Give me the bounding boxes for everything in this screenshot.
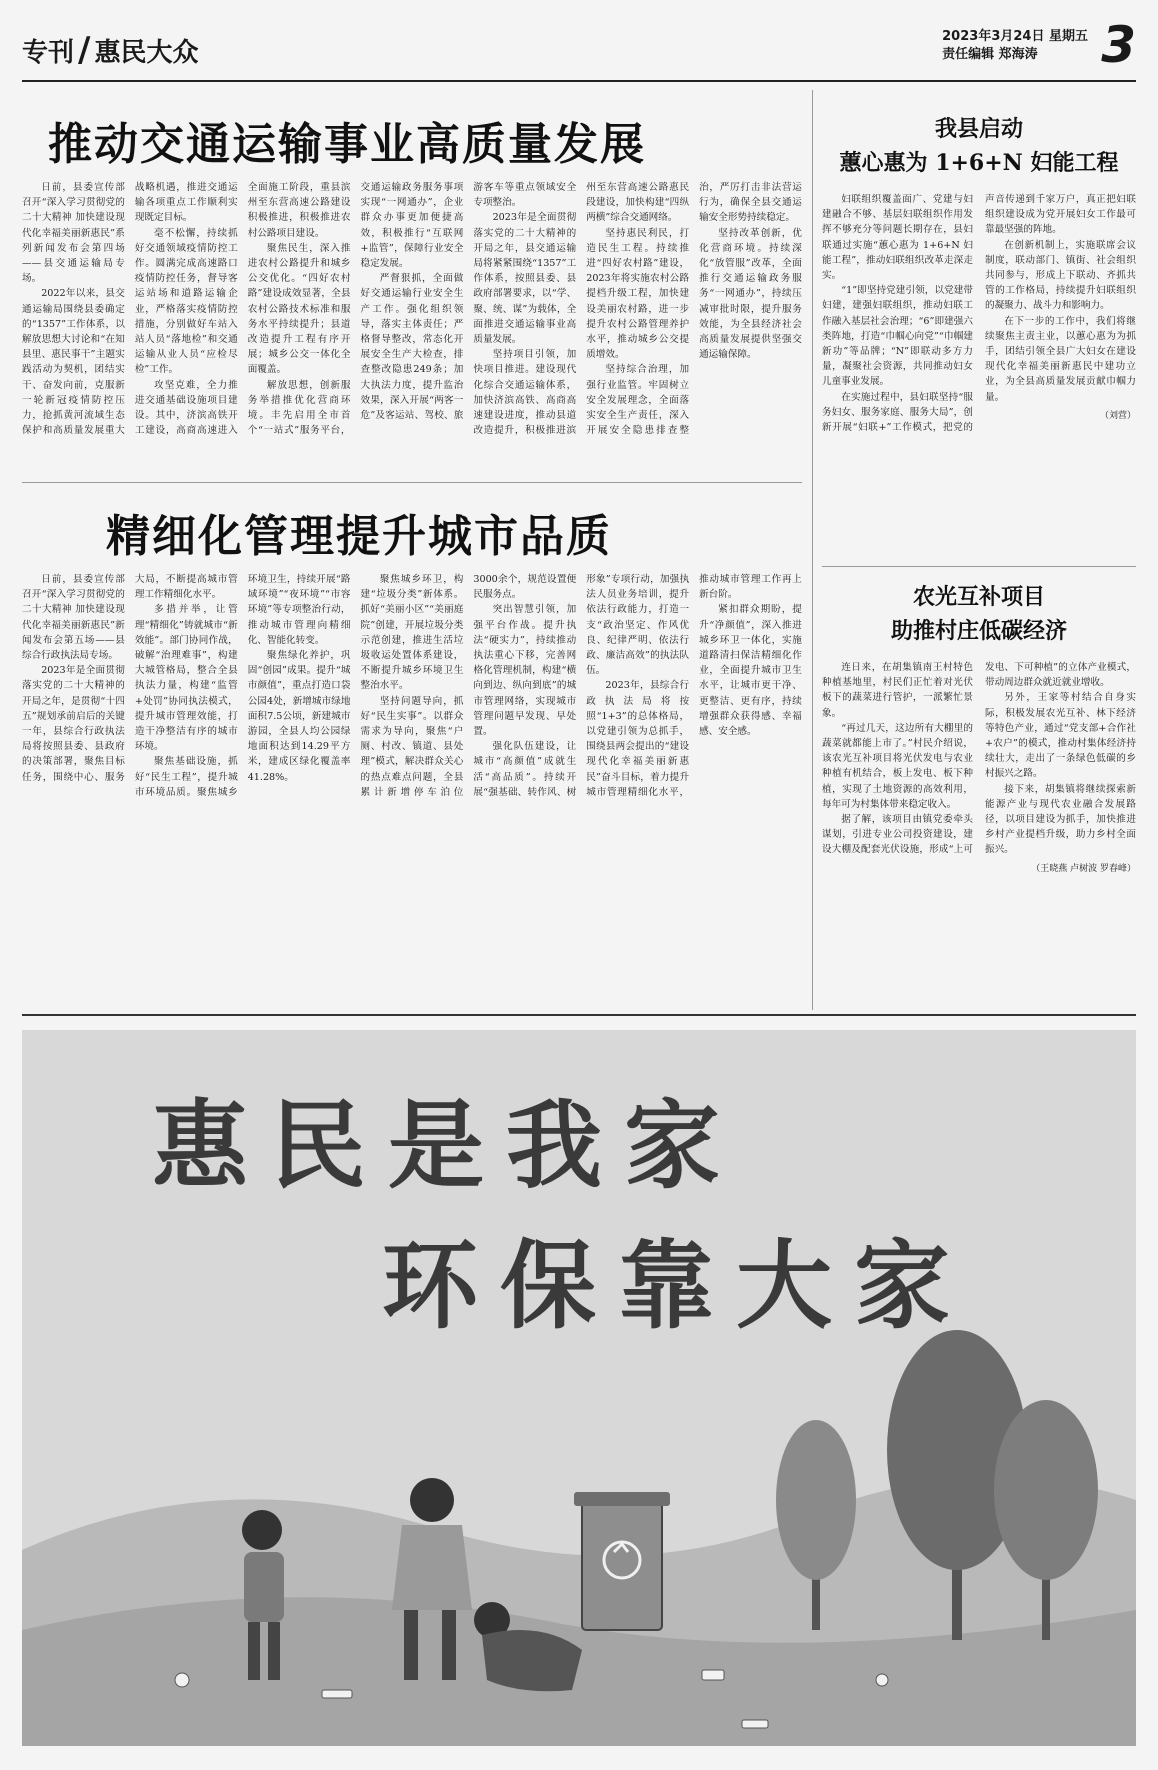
byline: （刘营） [1099, 410, 1136, 421]
side2-title [822, 580, 1136, 648]
section-label: 专刊 [22, 38, 75, 68]
recycle-bin [574, 1492, 670, 1630]
paragraph: 接下来，胡集镇将继续探索新能源产业与现代农业融合发展路径，以项目建设为抓手，加快推进乡村产业提档升级，助力乡村全面振兴。 [985, 783, 1136, 856]
paragraph: 严督狠抓，全面做好交通运输行业安全生产工作。强化组织领导，落实主体责任；严格督导整改，常态化开展安全生产大检查，排查整改隐患249条；加大执法力度，提升监治效果，深入开展“两客一危”及客运站、驾校、旅游客车等重点领域安全专项整治。 [360, 182, 577, 422]
article2-headline: 精细化管理提升城市品质 [106, 511, 612, 562]
paragraph: 坚持改革创新，优化营商环境。持续深化“放管服”改革，全面推行交通运输政务服务“一网通办”，持续压减审批时限，提升服务效能，为全县经济社会高质量发展提供坚强交通运输保障。 [699, 227, 802, 361]
slash-divider: / [78, 30, 91, 70]
paragraph: 坚持问题导向，抓好“民生实事”。以群众需求为导向，聚焦“户厕、村改、镇道、县处理”模式，解决群众关心的热点难点问题，全县累计新增停车泊位 3000余个，规范设置便民服务点。 [360, 574, 577, 798]
side2-body [822, 660, 1136, 1008]
paragraph: 在下一步的工作中，我们将继续聚焦主责主业，以蕙心惠为为抓手，团结引领全县广大妇女在建设现代化幸福美丽新惠民中建功立业，为全县高质量发展贡献巾帼力量。 [985, 315, 1136, 403]
paragraph: 在创新机制上，实施联席会议制度，联动部门、镇街、社会组织共同参与，形成上下联动、齐抓共管的工作格局，持续提升妇联组织的凝聚力、战斗力和影响力。 [985, 239, 1136, 312]
paragraph: 另外，王家等村结合自身实际，积极发展农光互补、林下经济等特色产业，通过“党支部+合作社+农户”的模式，推动村集体经济持续壮大，走出了一条绿色低碳的乡村振兴之路。 [985, 692, 1136, 780]
paragraph: 多措并举，让管理“精细化”铸就城市“新效能”。部门协同作战，破解“治理难事”，构建大城管格局，整合全县执法力量，构建“监管+处罚”协同执法模式，提升城市管理效能，打造干净整洁有序的城市环境。 [134, 604, 238, 753]
paragraph: 连日来，在胡集镇南王村特色种植基地里，村民们正忙着对光伏板下的蔬菜进行管护，一派繁忙景象。 [822, 662, 973, 719]
article2-body [22, 572, 802, 1002]
article-divider [22, 482, 802, 483]
paragraph: 妇联组织覆盖面广、党建与妇建融合不够、基层妇联组织作用发挥不够充分等问题长期存在，县妇联通过实施“蕙心惠为 1+6+N 妇能工程”，推动妇联组织改革走深走实。 [822, 194, 973, 282]
paragraph: 紧扣群众期盼，提升“净颜值”，深入推进城乡环卫一体化，实施道路清扫保洁精细化作业，全面提升城市卫生水平，让城市更干净、更整洁、更有序，持续增强群众获得感、幸福感、安全感。 [699, 604, 802, 738]
side2-title-line2: 助推村庄低碳经济 [890, 618, 1067, 644]
paragraph: 2023年是全面贯彻落实党的二十大精神的开局之年，是贯彻“十四五”规划承前启后的关键一年，县综合行政执法局将按照县委、县政府的决策部署，聚焦目标任务，围绕中心、服务大局，不断提高城市管理工作精细化水平。 [22, 574, 238, 783]
paragraph: “再过几天，这边所有大棚里的蔬菜就都能上市了。”村民介绍说，该农光互补项目将光伏发电与农业种植有机结合，板上发电、板下种植，实现了土地资源的高效利用，每年可为村集体带来稳定收入。 [822, 722, 973, 810]
paragraph: 聚焦民生，深入推进农村公路提升和城乡公交优化。“四好农村路”建设成效显著，全县农村公路技术标准和服务水平持续提升；县道改造提升工程有序开展；城乡公交一体化全面覆盖。 [247, 242, 351, 376]
paragraph: 坚持项目引领，加快项目推进。建设现代化综合交通运输体系，加快济滨高铁、高商高速建设进度，推动县道改造提升，积极推进滨州至东营高速公路惠民段建设，加快构建“四纵两横”综合交通网络。 [473, 182, 690, 437]
masthead-rule [22, 80, 1136, 82]
paragraph: 毫不松懈，持续抓好交通领域疫情防控工作。圆满完成高速路口疫情防控任务，督导客运站场和道路运输企业，严格落实疫情防控措施，分别做好车站入站人员“落地检”和交通运输从业人员“应检尽检”工作。 [134, 227, 238, 376]
side2-title-line1: 农光互补项目 [912, 584, 1045, 610]
side1-title-line2: 蕙心惠为 1+6+N 妇能工程 [839, 150, 1119, 176]
illustration-rule [22, 1014, 1136, 1016]
paragraph: 聚焦基础设施，抓好“民生工程”，提升城市环境品质。聚焦城乡环境卫生，持续开展“路域环境”“夜环境”“市容环境”等专项整治行动，推动城市管理向精细化、智能化转变。 [134, 574, 351, 798]
paragraph: 2023年是全面贯彻落实党的二十大精神的开局之年，县交通运输局将紧紧围绕“1357”工作体系，按照县委、县政府部署要求，以“学、聚、统、谋”为载体，全面推进交通运输事业高质量发展。 [473, 212, 577, 346]
paragraph: “1”即坚持党建引领，以党建带妇建，建强妇联组织，推动妇联工作融入基层社会治理；“6”即建强六类阵地，打造“巾帼心向党”“巾帼建新功”等品牌；“N”即联动多方力量，凝聚社会资源，共同推动妇女儿童事业发展。 [822, 285, 973, 388]
slogan-line2: 环保靠大家 [382, 1229, 972, 1342]
paragraph: 坚持惠民利民，打造民生工程。持续推进“四好农村路”建设，2023年将实施农村公路提档升级工程，加快建设美丽农村路，进一步提升农村公路管理养护水平，推动城乡公交提质增效。 [586, 227, 690, 361]
side1-title [822, 112, 1136, 180]
side1-body [822, 192, 1136, 554]
page-number: 3 [1101, 16, 1136, 74]
article1-headline: 推动交通运输事业高质量发展 [48, 119, 646, 170]
paragraph: 据了解，该项目由镇党委牵头谋划，引进专业公司投资建设，建设大棚及配套光伏设施，形成“上可发电、下可种植”的立体产业模式，带动周边群众就近就业增收。 [822, 662, 1136, 856]
paragraph: 日前，县委宣传部召开“深入学习贯彻党的二十大精神 加快建设现代化幸福美丽新惠民”新闻发布会第五场——县综合行政执法局专场。 [22, 574, 125, 662]
paragraph: 坚持综合治理，加强行业监管。牢固树立安全发展理念，全面落实安全生产责任，深入开展安全隐患排查整治，严厉打击非法营运行为，确保全县交通运输安全形势持续稳定。 [586, 182, 802, 437]
eco-illustration [22, 1030, 1136, 1746]
masthead [22, 16, 1136, 74]
side1-title-line1: 我县启动 [934, 116, 1023, 142]
paragraph: 2022年以来，县交通运输局围绕县委确定的“1357”工作体系，以解放思想大讨论和“在知县里、惠民事干”主题实践活动为契机，团结实干、奋发向前，克服新一轮新冠疫情防控压力，抢抓黄河流域生态保护和高质量发展重大战略机遇，推进交通运输各项重点工作顺利实现既定目标。 [22, 182, 238, 437]
byline: （王晓燕 卢树波 罗春峰） [1031, 863, 1136, 874]
masthead-info [942, 28, 1088, 64]
paragraph: 在实施过程中，县妇联坚持“服务妇女、服务家庭、服务大局”，创新开展“妇联+”工作模式，把党的声音传递到千家万户，真正把妇联组织建设成为党开展妇女工作最可靠最坚强的阵地。 [822, 194, 1136, 434]
article1-body [22, 180, 802, 470]
column-divider [812, 90, 813, 1010]
paper-name: 惠民大众 [94, 38, 199, 68]
editor-line: 责任编辑 郑海涛 [942, 47, 1038, 62]
paragraph: 强化队伍建设，让城市“高颜值”成就生活“高品质”。持续开展“强基础、转作风、树形象”专项行动，加强执法人员业务培训，提升依法行政能力，打造一支“政治坚定、作风优良、纪律严明、依法行政、廉洁高效”的执法队伍。 [473, 574, 690, 798]
paragraph: 解放思想，创新服务举措推优化营商环境。丰先启用全市首个“一站式”服务平台，交通运输政务服务事项实现“一网通办”，企业群众办事更加便捷高效，积极推行“互联网+监管”，保障行业安全稳定发展。 [247, 182, 464, 437]
paragraph: 聚焦绿化养护，巩固“创园”成果。提升“城市颜值”，重点打造口袋公园4处，新增城市绿地面积7.5公顷，新建城市游园，全县人均公园绿地面积达到14.29平方米，建成区绿化覆盖率41.28%。 [247, 650, 351, 783]
slogan-line1: 惠民是我家 [152, 1089, 742, 1202]
date-line: 2023年3月24日 星期五 [942, 29, 1088, 44]
paragraph: 攻坚克难，全力推进交通基础设施项目建设。其中，济滨高铁开工建设，高商高速进入全面施工阶段，重县滨州至东营高速公路建设积极推进，积极推进农村公路项目建设。 [134, 182, 351, 437]
paragraph: 突出智慧引领，加强平台作战。提升执法“硬实力”，持续推动执法重心下移，完善网格化管理机制，构建“横向到边、纵向到底”的城市管理网络，实现城市管理问题早发现、早处置。 [473, 604, 577, 738]
paragraph: 聚焦城乡环卫，构建“垃圾分类”新体系。抓好“美丽小区”“美丽庭院”创建，开展垃圾分类示范创建，推进生活垃圾收运处置体系建设，不断提升城乡环境卫生整治水平。 [360, 574, 464, 692]
side-divider [822, 566, 1136, 567]
paragraph: 2023年，县综合行政执法局将按照“1+3”的总体格局，以党建引领为总抓手，围绕县两会提出的“建设现代化幸福美丽新惠民”奋斗目标，着力提升城市管理精细化水平，推动城市管理工作再上新台阶。 [586, 574, 802, 798]
masthead-left [22, 30, 198, 70]
paragraph: 日前，县委宣传部召开“深入学习贯彻党的二十大精神 加快建设现代化幸福美丽新惠民”系列新闻发布会第四场——县交通运输局专场。 [22, 182, 125, 285]
